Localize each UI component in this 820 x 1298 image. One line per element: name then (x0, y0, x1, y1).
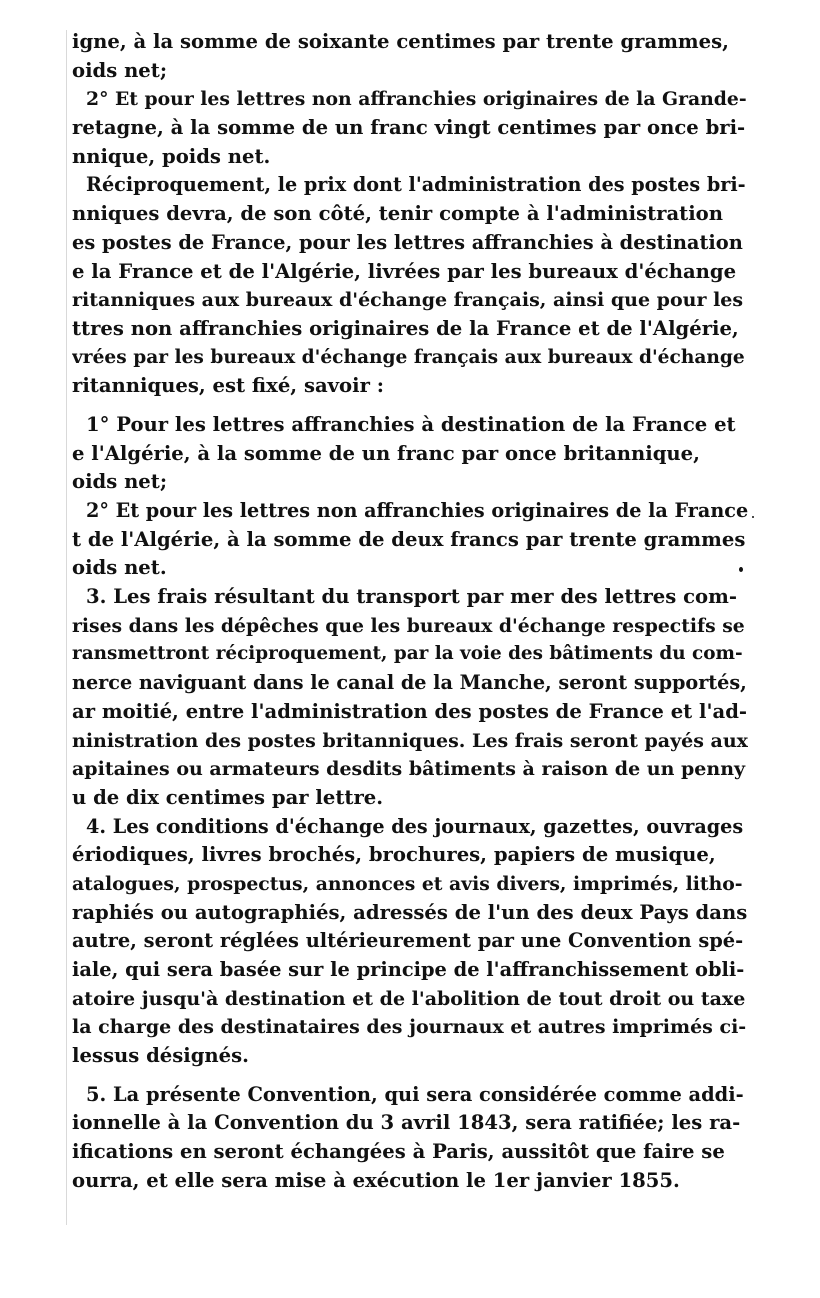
text-line-31: raphiés ou autographiés, adressés de l'un des deux Pays dans (72, 900, 748, 924)
text-line-21: rises dans les dépêches que les bureaux d'échange respectifs se (72, 614, 745, 637)
text-line-37: 5. La présente Convention, qui sera considérée comme addi- (86, 1082, 744, 1106)
text-line-29: ériodiques, livres brochés, brochures, papiers de musique, (72, 843, 716, 867)
text-line-11: ttres non affranchies originaires de la France et de l'Algérie, (72, 316, 739, 340)
text-line-1: igne, à la somme de soixante centimes par trente grammes, (72, 30, 729, 53)
document-body (72, 28, 748, 1196)
text-line-19: oids net. (72, 556, 167, 580)
text-line-13: ritanniques, est fixé, savoir : (72, 374, 384, 398)
text-line-15: e l'Algérie, à la somme de un franc par once britannique, (72, 441, 700, 465)
text-line-28: 4. Les conditions d'échange des journaux, gazettes, ouvrages (86, 814, 744, 838)
text-line-26: apitaines ou armateurs desdits bâtiments à raison de un penny (72, 758, 746, 781)
ink-speck (752, 516, 754, 518)
text-line-33: iale, qui sera basée sur le principe de l'affranchissement obli- (72, 958, 745, 981)
text-line-18: t de l'Algérie, à la somme de deux francs par trente grammes (72, 527, 746, 551)
text-line-23: nerce naviguant dans le canal de la Manche, seront supportés, (72, 671, 747, 695)
text-line-38: ionnelle à la Convention du 3 avril 1843, sera ratifiée; les ra- (72, 1111, 741, 1135)
text-line-14: 1° Pour les lettres affranchies à destination de la France et (86, 412, 736, 436)
text-line-8: es postes de France, pour les lettres affranchies à destination (72, 230, 743, 254)
text-line-9: e la France et de l'Algérie, livrées par les bureaux d'échange (72, 259, 737, 283)
text-line-20: 3. Les frais résultant du transport par mer des lettres com- (86, 585, 737, 609)
text-line-6: Réciproquement, le prix dont l'administration des postes bri- (86, 173, 746, 197)
text-line-16: oids net; (72, 470, 168, 494)
binding-gutter-shadow (66, 30, 67, 1225)
text-line-10: ritanniques aux bureaux d'échange français, ainsi que pour les (72, 289, 744, 312)
text-line-7: nniques devra, de son côté, tenir compte à l'administration (72, 202, 723, 226)
text-line-2: oids net; (72, 58, 168, 82)
text-line-40: ourra, et elle sera mise à exécution le 1er janvier 1855. (72, 1168, 680, 1192)
text-line-39: ifications en seront échangées à Paris, aussitôt que faire se (72, 1140, 725, 1164)
text-line-35: la charge des destinataires des journaux et autres imprimés ci- (72, 1016, 747, 1039)
text-line-3: 2° Et pour les lettres non affranchies originaires de la Grande- (86, 88, 747, 111)
text-line-34: atoire jusqu'à destination et de l'abolition de tout droit ou taxe (72, 987, 746, 1010)
text-line-36: lessus désignés. (72, 1044, 249, 1068)
text-line-25: ninistration des postes britanniques. Les frais seront payés aux (72, 729, 748, 752)
text-line-24: ar moitié, entre l'administration des postes de France et l'ad- (72, 699, 748, 723)
text-line-27: u de dix centimes par lettre. (72, 785, 384, 809)
text-line-30: atalogues, prospectus, annonces et avis divers, imprimés, litho- (72, 872, 743, 895)
text-line-4: retagne, à la somme de un franc vingt centimes par once bri- (72, 116, 746, 140)
text-line-17: 2° Et pour les lettres non affranchies originaires de la France (86, 499, 748, 522)
text-line-12: vrées par les bureaux d'échange français aux bureaux d'échange (72, 346, 745, 368)
text-line-22: ransmettront réciproquement, par la voie des bâtiments du com- (72, 643, 743, 665)
text-line-32: autre, seront réglées ultérieurement par une Convention spé- (72, 929, 744, 953)
text-line-5: nnique, poids net. (72, 144, 271, 168)
